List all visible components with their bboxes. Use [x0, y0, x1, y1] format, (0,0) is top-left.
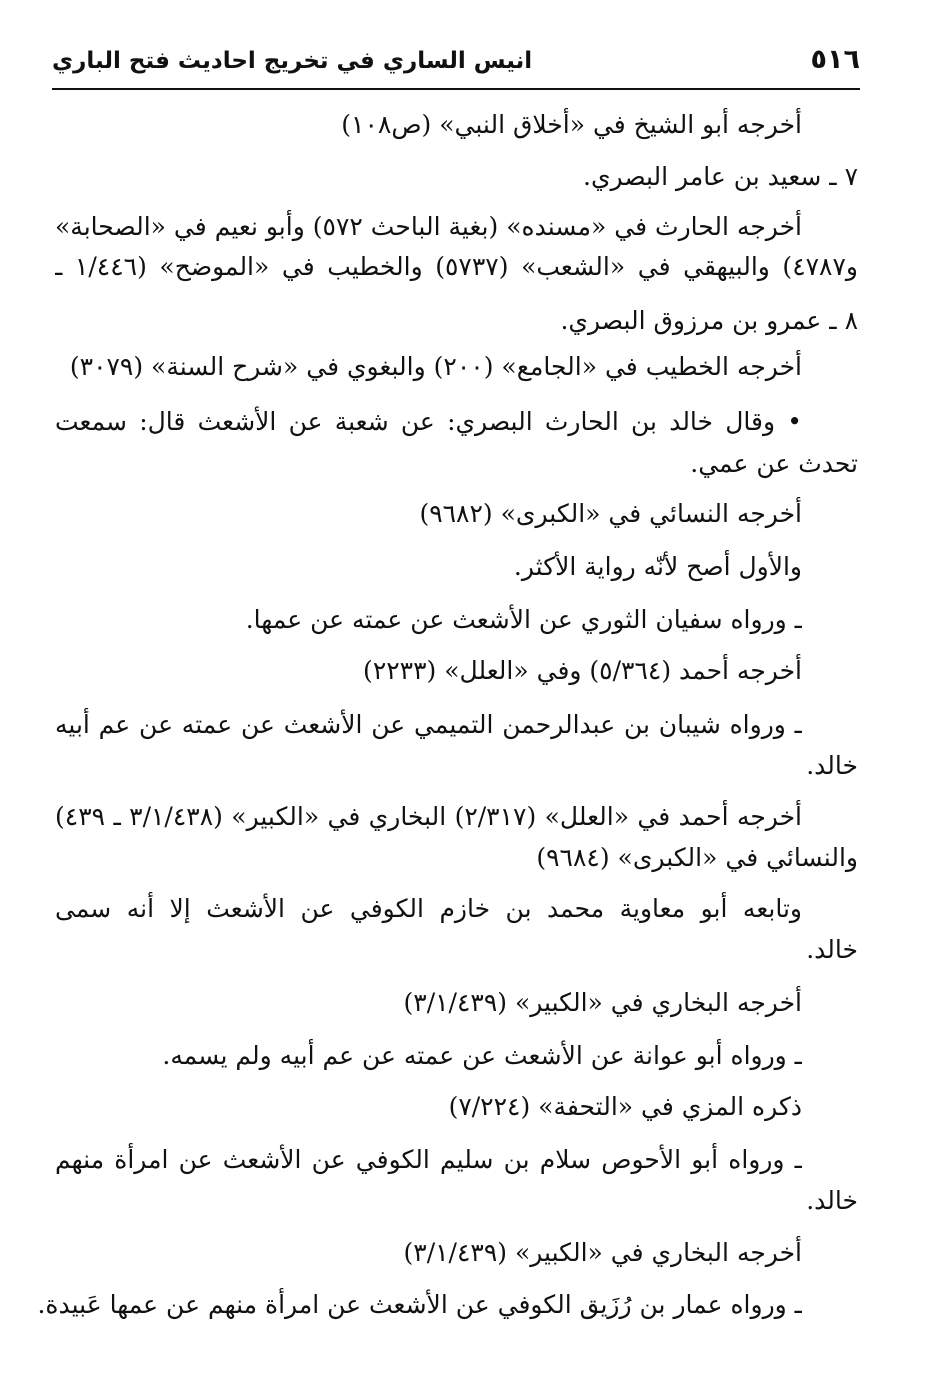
- text-line: ذكره المزي في «التحفة» (٧/٢٢٤): [448, 1092, 802, 1121]
- text-line: ـ ورواه شيبان بن عبدالرحمن التميمي عن الأشعث عن عمته عن عم أبيه: [55, 710, 802, 739]
- text-line: ـ ورواه سفيان الثوري عن الأشعث عن عمته عن عمها.: [245, 605, 802, 634]
- text-line: أخرجه البخاري في «الكبير» (٣/١/٤٣٩): [403, 1238, 802, 1267]
- text-line: و٤٧٨٧) والبيهقي في «الشعب» (٥٧٣٧) والخطيب في «الموضح» (١/٤٤٦ ـ: [55, 252, 858, 281]
- text-line: والأول أصح لأنّه رواية الأكثر.: [513, 552, 802, 581]
- text-line: ـ ورواه أبو الأحوص سلام بن سليم الكوفي عن الأشعث عن امرأة منهم: [55, 1145, 802, 1174]
- text-line: أخرجه أحمد في «العلل» (٢/٣١٧) البخاري في «الكبير» (٣/١/٤٣٨ ـ ٤٣٩): [55, 802, 802, 831]
- text-line: خالد.: [806, 751, 858, 780]
- text-line: خالد.: [806, 1186, 858, 1215]
- text-line: ـ ورواه عمار بن رُزَيق الكوفي عن الأشعث عن امرأة منهم عن عمها عَبيدة.: [37, 1290, 802, 1319]
- text-line: أخرجه البخاري في «الكبير» (٣/١/٤٣٩): [403, 988, 802, 1017]
- text-line: أخرجه أبو الشيخ في «أخلاق النبي» (ص١٠٨): [341, 110, 802, 139]
- text-line: أخرجه الحارث في «مسنده» (بغية الباحث ٥٧٢) وأبو نعيم في «الصحابة»: [55, 212, 802, 241]
- text-line: ـ ورواه أبو عوانة عن الأشعث عن عمته عن عم أبيه ولم يسمه.: [162, 1041, 802, 1070]
- running-title: انيس الساري في تخريج احاديث فتح الباري: [52, 48, 533, 74]
- text-line: وتابعه أبو معاوية محمد بن خازم الكوفي عن الأشعث إلا أنه سمى: [55, 894, 802, 923]
- text-line: أخرجه النسائي في «الكبرى» (٩٦٨٢): [419, 499, 802, 528]
- text-line: تحدث عن عمي.: [690, 449, 858, 478]
- page-header: [52, 42, 860, 90]
- text-line: أخرجه أحمد (٥/٣٦٤) وفي «العلل» (٢٢٣٣): [363, 656, 802, 685]
- text-line: أخرجه الخطيب في «الجامع» (٢٠٠) والبغوي في «شرح السنة» (٣٠٧٩): [69, 352, 802, 381]
- text-line: خالد.: [806, 935, 858, 964]
- list-item-heading: ٨ ـ عمرو بن مرزوق البصري.: [560, 306, 858, 335]
- text-line: • وقال خالد بن الحارث البصري: عن شعبة عن الأشعث قال: سمعت: [55, 407, 802, 436]
- page-number: ٥١٦: [810, 44, 860, 75]
- text-line: والنسائي في «الكبرى» (٩٦٨٤): [536, 843, 858, 872]
- list-item-heading: ٧ ـ سعيد بن عامر البصري.: [583, 162, 858, 191]
